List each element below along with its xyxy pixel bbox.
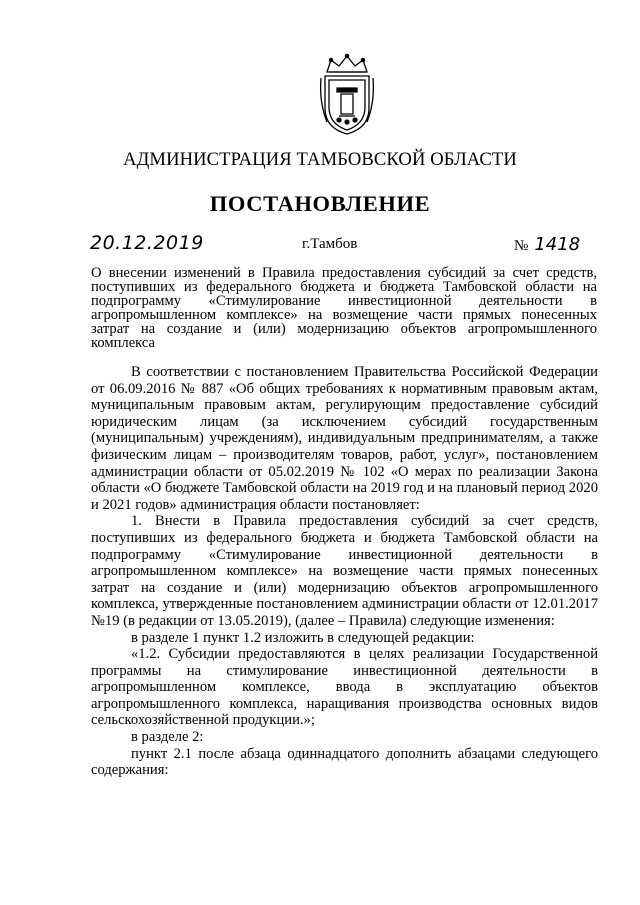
organization-name: АДМИНИСТРАЦИЯ ТАМБОВСКОЙ ОБЛАСТИ (123, 149, 517, 170)
number-value: 1418 (534, 234, 581, 255)
document-city: г.Тамбов (302, 236, 358, 252)
number-label: № (514, 238, 529, 254)
document-type: ПОСТАНОВЛЕНИЕ (209, 191, 431, 216)
paragraph-item-1: 1. Внести в Правила предоставления субсидий за счет средств, поступивших из федерального бюджета и бюджета Тамбовской области на подпрограмму «Стимулирование инвестиционной деятельности в агропромышленном комплексе» на возмещение части прямых понесенных затрат на создание и (или) модернизацию объектов агропромышленного комплекса, утвержденные постановлением администрации области от 12.01.2017 №19 (в редакции от 13.05.2019), (далее – Правила) следующие изменения: (91, 513, 598, 629)
paragraph-item-2-1: пункт 2.1 после абзаца одиннадцатого дополнить абзацами следующего содержания: (91, 745, 598, 779)
paragraph-section-2: в разделе 2: (131, 729, 204, 746)
document-date: 20.12.2019 (90, 232, 204, 254)
paragraph-preamble: В соответствии с постановлением Правительства Российской Федерации от 06.09.2016 № 887 «Об общих требованиях к нормативным правовым актам, муниципальным правовым актам, регулирующим предоставление субсидий юридическим лицам (за исключением субсидий государственным (муниципальным) учреждениям), индивидуальным предпринимателям, а также физическим лицам – производителям товаров, работ, услуг», постановлением администрации области от 05.02.2019 № 102 «О мерах по реализации Закона области «О бюджете Тамбовской области на 2019 год и на плановый период 2020 и 2021 годов» администрация области постановляет: (91, 364, 598, 513)
coat-of-arms-icon (317, 52, 377, 136)
paragraph-section-1: в разделе 1 пункт 1.2 изложить в следующей редакции: (131, 629, 475, 646)
document-number (514, 234, 580, 255)
document-body (91, 364, 598, 779)
document-title: О внесении изменений в Правила предоставления субсидий за счет средств, поступивших из федерального бюджета и бюджета Тамбовской области на подпрограмму «Стимулирование инвестиционной деятельности в агропромышленном комплексе» на возмещение части прямых понесенных затрат на создание и (или) модернизацию объектов агропромышленного комплекса (91, 265, 597, 351)
paragraph-quote-1-2: «1.2. Субсидии предоставляются в целях реализации Государственной программы на стимулирование инвестиционной деятельности в агропромышленном комплексе, ввода в эксплуатацию объектов агропромышленного комплекса, наращивания производства основных видов сельскохозяйственной продукции.»; (91, 646, 598, 729)
